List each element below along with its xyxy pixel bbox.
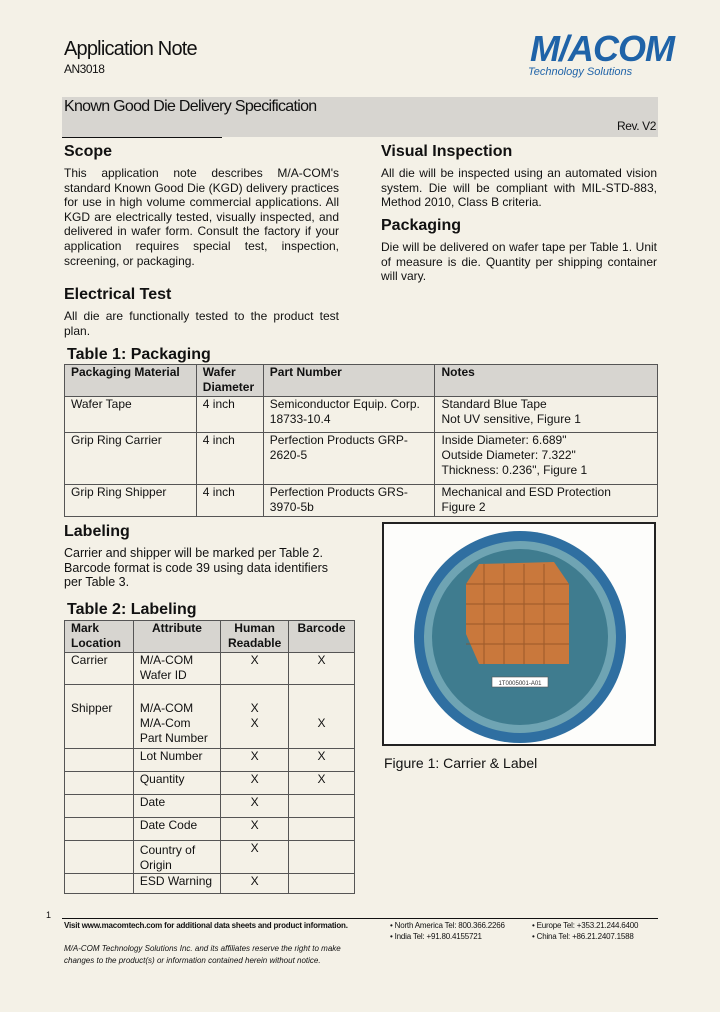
note-line: Inside Diameter: 6.689" bbox=[441, 433, 567, 447]
note-line: Outside Diameter: 7.322" bbox=[441, 448, 576, 462]
figure1-caption: Figure 1: Carrier & Label bbox=[384, 755, 538, 771]
table-row bbox=[65, 771, 355, 794]
header-cell: Barcode bbox=[289, 621, 355, 653]
table-row bbox=[65, 485, 658, 517]
table-cell: ESD Warning bbox=[133, 873, 220, 893]
table-cell: 4 inch bbox=[196, 397, 263, 433]
table-cell: 4 inch bbox=[196, 433, 263, 485]
table-cell bbox=[65, 748, 134, 771]
visual-heading: Visual Inspection bbox=[381, 143, 513, 160]
table-row bbox=[65, 873, 355, 893]
company-logo: M/ACOM bbox=[530, 28, 674, 69]
table-cell: M/A-COM bbox=[133, 685, 220, 717]
note-line: Figure 2 bbox=[441, 500, 486, 514]
label-text: 1T0005001-A01 bbox=[498, 681, 542, 687]
contact-europe: • Europe Tel: +353.21.244.6400 bbox=[532, 921, 639, 930]
table-cell: Shipper bbox=[65, 685, 134, 717]
table-cell: X bbox=[221, 716, 289, 748]
labeling-heading: Labeling bbox=[64, 523, 130, 540]
header-cell: Wafer Diameter bbox=[196, 365, 263, 397]
table-cell: X bbox=[221, 873, 289, 893]
bullet-icon: • bbox=[390, 921, 395, 930]
packaging-heading: Packaging bbox=[381, 217, 462, 234]
table-cell bbox=[289, 685, 355, 717]
table-cell bbox=[435, 397, 658, 433]
footer-visit: Visit www.macomtech.com for additional data sheets and product information. bbox=[64, 921, 348, 930]
footer-rule bbox=[62, 918, 658, 919]
table-header-row bbox=[65, 365, 658, 397]
wafer bbox=[466, 562, 569, 664]
table-cell bbox=[289, 794, 355, 817]
header-cell: Notes bbox=[435, 365, 658, 397]
doc-type: Application Note bbox=[64, 38, 197, 60]
table-cell: X bbox=[221, 794, 289, 817]
table-cell bbox=[289, 817, 355, 840]
table-row bbox=[65, 685, 355, 717]
table-cell: X bbox=[221, 685, 289, 717]
note-line: Not UV sensitive, Figure 1 bbox=[441, 412, 581, 426]
note-line: Standard Blue Tape bbox=[441, 397, 547, 411]
figure1-photo bbox=[382, 522, 656, 746]
table-cell: X bbox=[289, 716, 355, 748]
table-cell: Wafer Tape bbox=[65, 397, 197, 433]
visual-section bbox=[381, 143, 657, 210]
scope-heading: Scope bbox=[64, 143, 113, 160]
table-row bbox=[65, 397, 658, 433]
note-line: Mechanical and ESD Protection bbox=[441, 485, 611, 499]
scope-section bbox=[64, 143, 339, 268]
labeling-table bbox=[64, 620, 355, 894]
table-cell bbox=[435, 485, 658, 517]
table-row bbox=[65, 653, 355, 685]
contact-china: • China Tel: +86.21.2407.1588 bbox=[532, 932, 634, 941]
table-cell: X bbox=[221, 653, 289, 685]
table-cell: X bbox=[289, 653, 355, 685]
table-cell: Date Code bbox=[133, 817, 220, 840]
table-cell bbox=[65, 873, 134, 893]
table-cell: X bbox=[221, 748, 289, 771]
electrical-body: All die are functionally tested to the product test plan. bbox=[64, 309, 339, 338]
header-cell: Attribute bbox=[133, 621, 220, 653]
table-cell: Grip Ring Carrier bbox=[65, 433, 197, 485]
scope-body: This application note describes M/A-COM's standard Known Good Die (KGD) delivery practices for use in high volume commercial applications. All KGD are electrically tested, visually inspected, and delivered in wafer form. Consult the factory if your application requires special test, inspection, screening, or packaging. bbox=[64, 166, 339, 268]
table-cell bbox=[65, 794, 134, 817]
table-row bbox=[65, 716, 355, 748]
note-line: Thickness: 0.236", Figure 1 bbox=[441, 463, 588, 477]
table-cell: X bbox=[289, 771, 355, 794]
header-cell: Packaging Material bbox=[65, 365, 197, 397]
revision: Rev. V2 bbox=[617, 119, 656, 133]
table-cell: X bbox=[221, 817, 289, 840]
table-cell: X bbox=[221, 840, 289, 873]
table-header-row bbox=[65, 621, 355, 653]
table-cell: Quantity bbox=[133, 771, 220, 794]
bullet-icon: • bbox=[390, 932, 395, 941]
table-cell: Perfection Products GRS-3970-5b bbox=[263, 485, 435, 517]
electrical-section bbox=[64, 286, 339, 338]
labeling-section bbox=[64, 523, 339, 590]
table-cell: X bbox=[221, 771, 289, 794]
table-cell bbox=[65, 817, 134, 840]
table-cell bbox=[65, 771, 134, 794]
table-cell: 4 inch bbox=[196, 485, 263, 517]
page-number: 1 bbox=[46, 910, 52, 920]
table-cell: Country of Origin bbox=[133, 840, 220, 873]
footer-disclaimer: M/A-COM Technology Solutions Inc. and its affiliates reserve the right to make changes to the product(s) or information contained herein without notice. bbox=[64, 944, 341, 965]
table-row bbox=[65, 433, 658, 485]
doc-number: AN3018 bbox=[64, 62, 105, 76]
table-cell bbox=[289, 840, 355, 873]
table-row bbox=[65, 794, 355, 817]
table-cell: Semiconductor Equip. Corp. 18733-10.4 bbox=[263, 397, 435, 433]
table-cell bbox=[289, 873, 355, 893]
table1-caption: Table 1: Packaging bbox=[67, 346, 211, 363]
table-cell: Perfection Products GRP-2620-5 bbox=[263, 433, 435, 485]
table2-caption: Table 2: Labeling bbox=[67, 601, 197, 618]
visual-body: All die will be inspected using an automated vision system. Die will be compliant with MIL-STD-883, Method 2010, Class B criteria. bbox=[381, 166, 657, 210]
header-cell: Human Readable bbox=[221, 621, 289, 653]
table-cell: Lot Number bbox=[133, 748, 220, 771]
table-cell bbox=[65, 716, 134, 748]
company-tagline: Technology Solutions bbox=[528, 66, 633, 78]
table-cell bbox=[435, 433, 658, 485]
table-row bbox=[65, 840, 355, 873]
header-cell: Mark Location bbox=[65, 621, 134, 653]
packaging-section bbox=[381, 217, 657, 284]
table-cell: X bbox=[289, 748, 355, 771]
header-cell: Part Number bbox=[263, 365, 435, 397]
carrier-illustration bbox=[384, 524, 654, 744]
contact-north-america: • North America Tel: 800.366.2266 bbox=[390, 921, 505, 930]
table-cell: Grip Ring Shipper bbox=[65, 485, 197, 517]
labeling-body: Carrier and shipper will be marked per Table 2. Barcode format is code 39 using data identifiers per Table 3. bbox=[64, 546, 329, 590]
title-underline bbox=[62, 137, 222, 138]
table-cell bbox=[65, 840, 134, 873]
contact-india: • India Tel: +91.80.4155721 bbox=[390, 932, 482, 941]
table-cell: Carrier bbox=[65, 653, 134, 685]
table-cell: M/A-Com Part Number bbox=[133, 716, 220, 748]
bullet-icon: • bbox=[532, 921, 537, 930]
table-row bbox=[65, 748, 355, 771]
packaging-body: Die will be delivered on wafer tape per Table 1. Unit of measure is die. Quantity per shipping container will vary. bbox=[381, 240, 657, 284]
table-cell: Date bbox=[133, 794, 220, 817]
bullet-icon: • bbox=[532, 932, 537, 941]
packaging-table bbox=[64, 364, 658, 517]
electrical-heading: Electrical Test bbox=[64, 286, 172, 303]
table-row bbox=[65, 817, 355, 840]
document-title: Known Good Die Delivery Specification bbox=[64, 98, 317, 115]
table-cell: M/A-COM Wafer ID bbox=[133, 653, 220, 685]
